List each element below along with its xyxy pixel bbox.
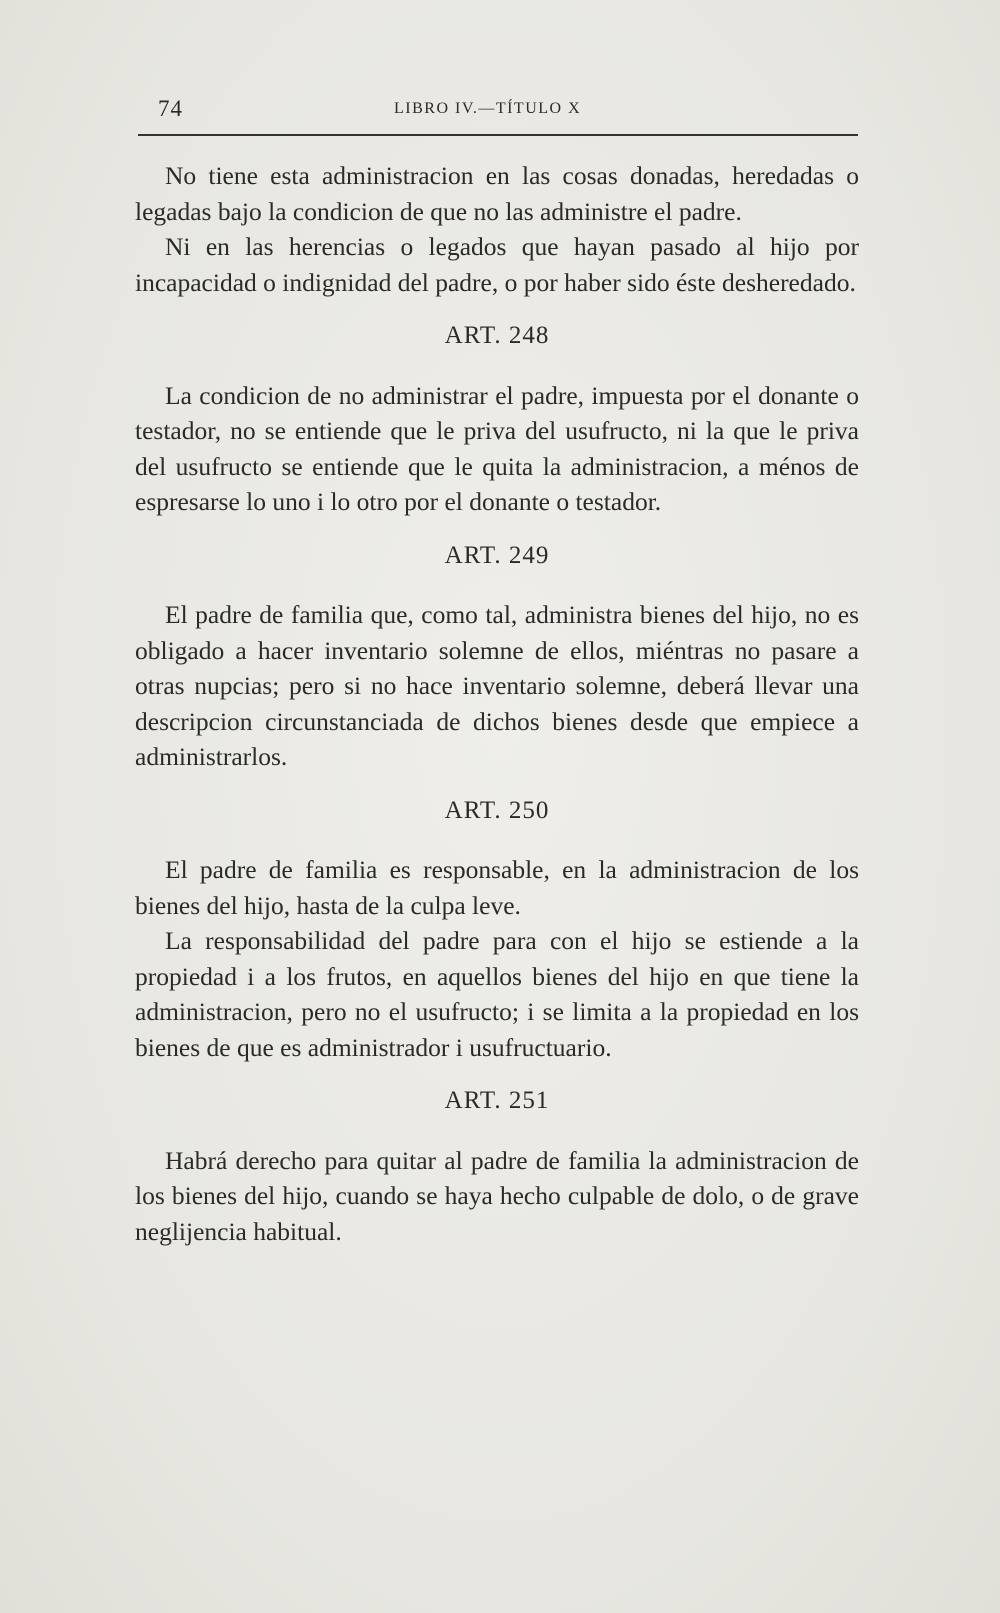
article-250-text-2: La responsabilidad del padre para con el hijo se estiende a la propiedad i a los frutos, en aquellos bienes del hijo en que tiene la administracion, pero no el usufructo; i se limita a la propiedad en los bienes de que es administrador i usufructuario. bbox=[135, 926, 859, 1062]
page-number: 74 bbox=[158, 96, 183, 121]
page-header bbox=[158, 96, 858, 126]
running-head: LIBRO IV.—TÍTULO X bbox=[394, 100, 582, 117]
paragraph-2: Ni en las herencias o legados que hayan pasado al hijo por incapacidad o indignidad del padre, o por haber sido éste desheredado. bbox=[135, 232, 859, 297]
header-rule bbox=[138, 134, 858, 136]
article-248-text: La condicion de no administrar el padre, impuesta por el donante o testador, no se entiende que le priva del usufructo, ni la que le priva del usufructo se entiende que le quita la administracion, a ménos de espresarse lo uno i lo otro por el donante o testador. bbox=[135, 380, 859, 516]
page-body bbox=[135, 158, 859, 1249]
paragraph-1: No tiene esta administracion en las cosas donadas, heredadas o legadas bajo la condicion de que no las administre el padre. bbox=[135, 161, 859, 226]
article-249-text: El padre de familia que, como tal, administra bienes del hijo, no es obligado a hacer inventario solemne de ellos, miéntras no pasare a otras nupcias; pero si no hace inventario solemne, deberá llevar una descripcion circunstanciada de dichos bienes desde que empiece a administrarlos. bbox=[135, 600, 859, 771]
article-248-heading: ART. 248 bbox=[444, 322, 550, 349]
article-249-heading: ART. 249 bbox=[444, 541, 550, 569]
article-250-text-1: El padre de familia es responsable, en la administracion de los bienes del hijo, hasta de la culpa leve. bbox=[135, 855, 859, 920]
article-251-heading: ART. 251 bbox=[444, 1087, 550, 1114]
article-250-heading: ART. 250 bbox=[444, 796, 550, 824]
article-251-text: Habrá derecho para quitar al padre de familia la administracion de los bienes del hijo, cuando se haya hecho culpable de dolo, o de grave neglijencia habitual. bbox=[135, 1145, 859, 1246]
